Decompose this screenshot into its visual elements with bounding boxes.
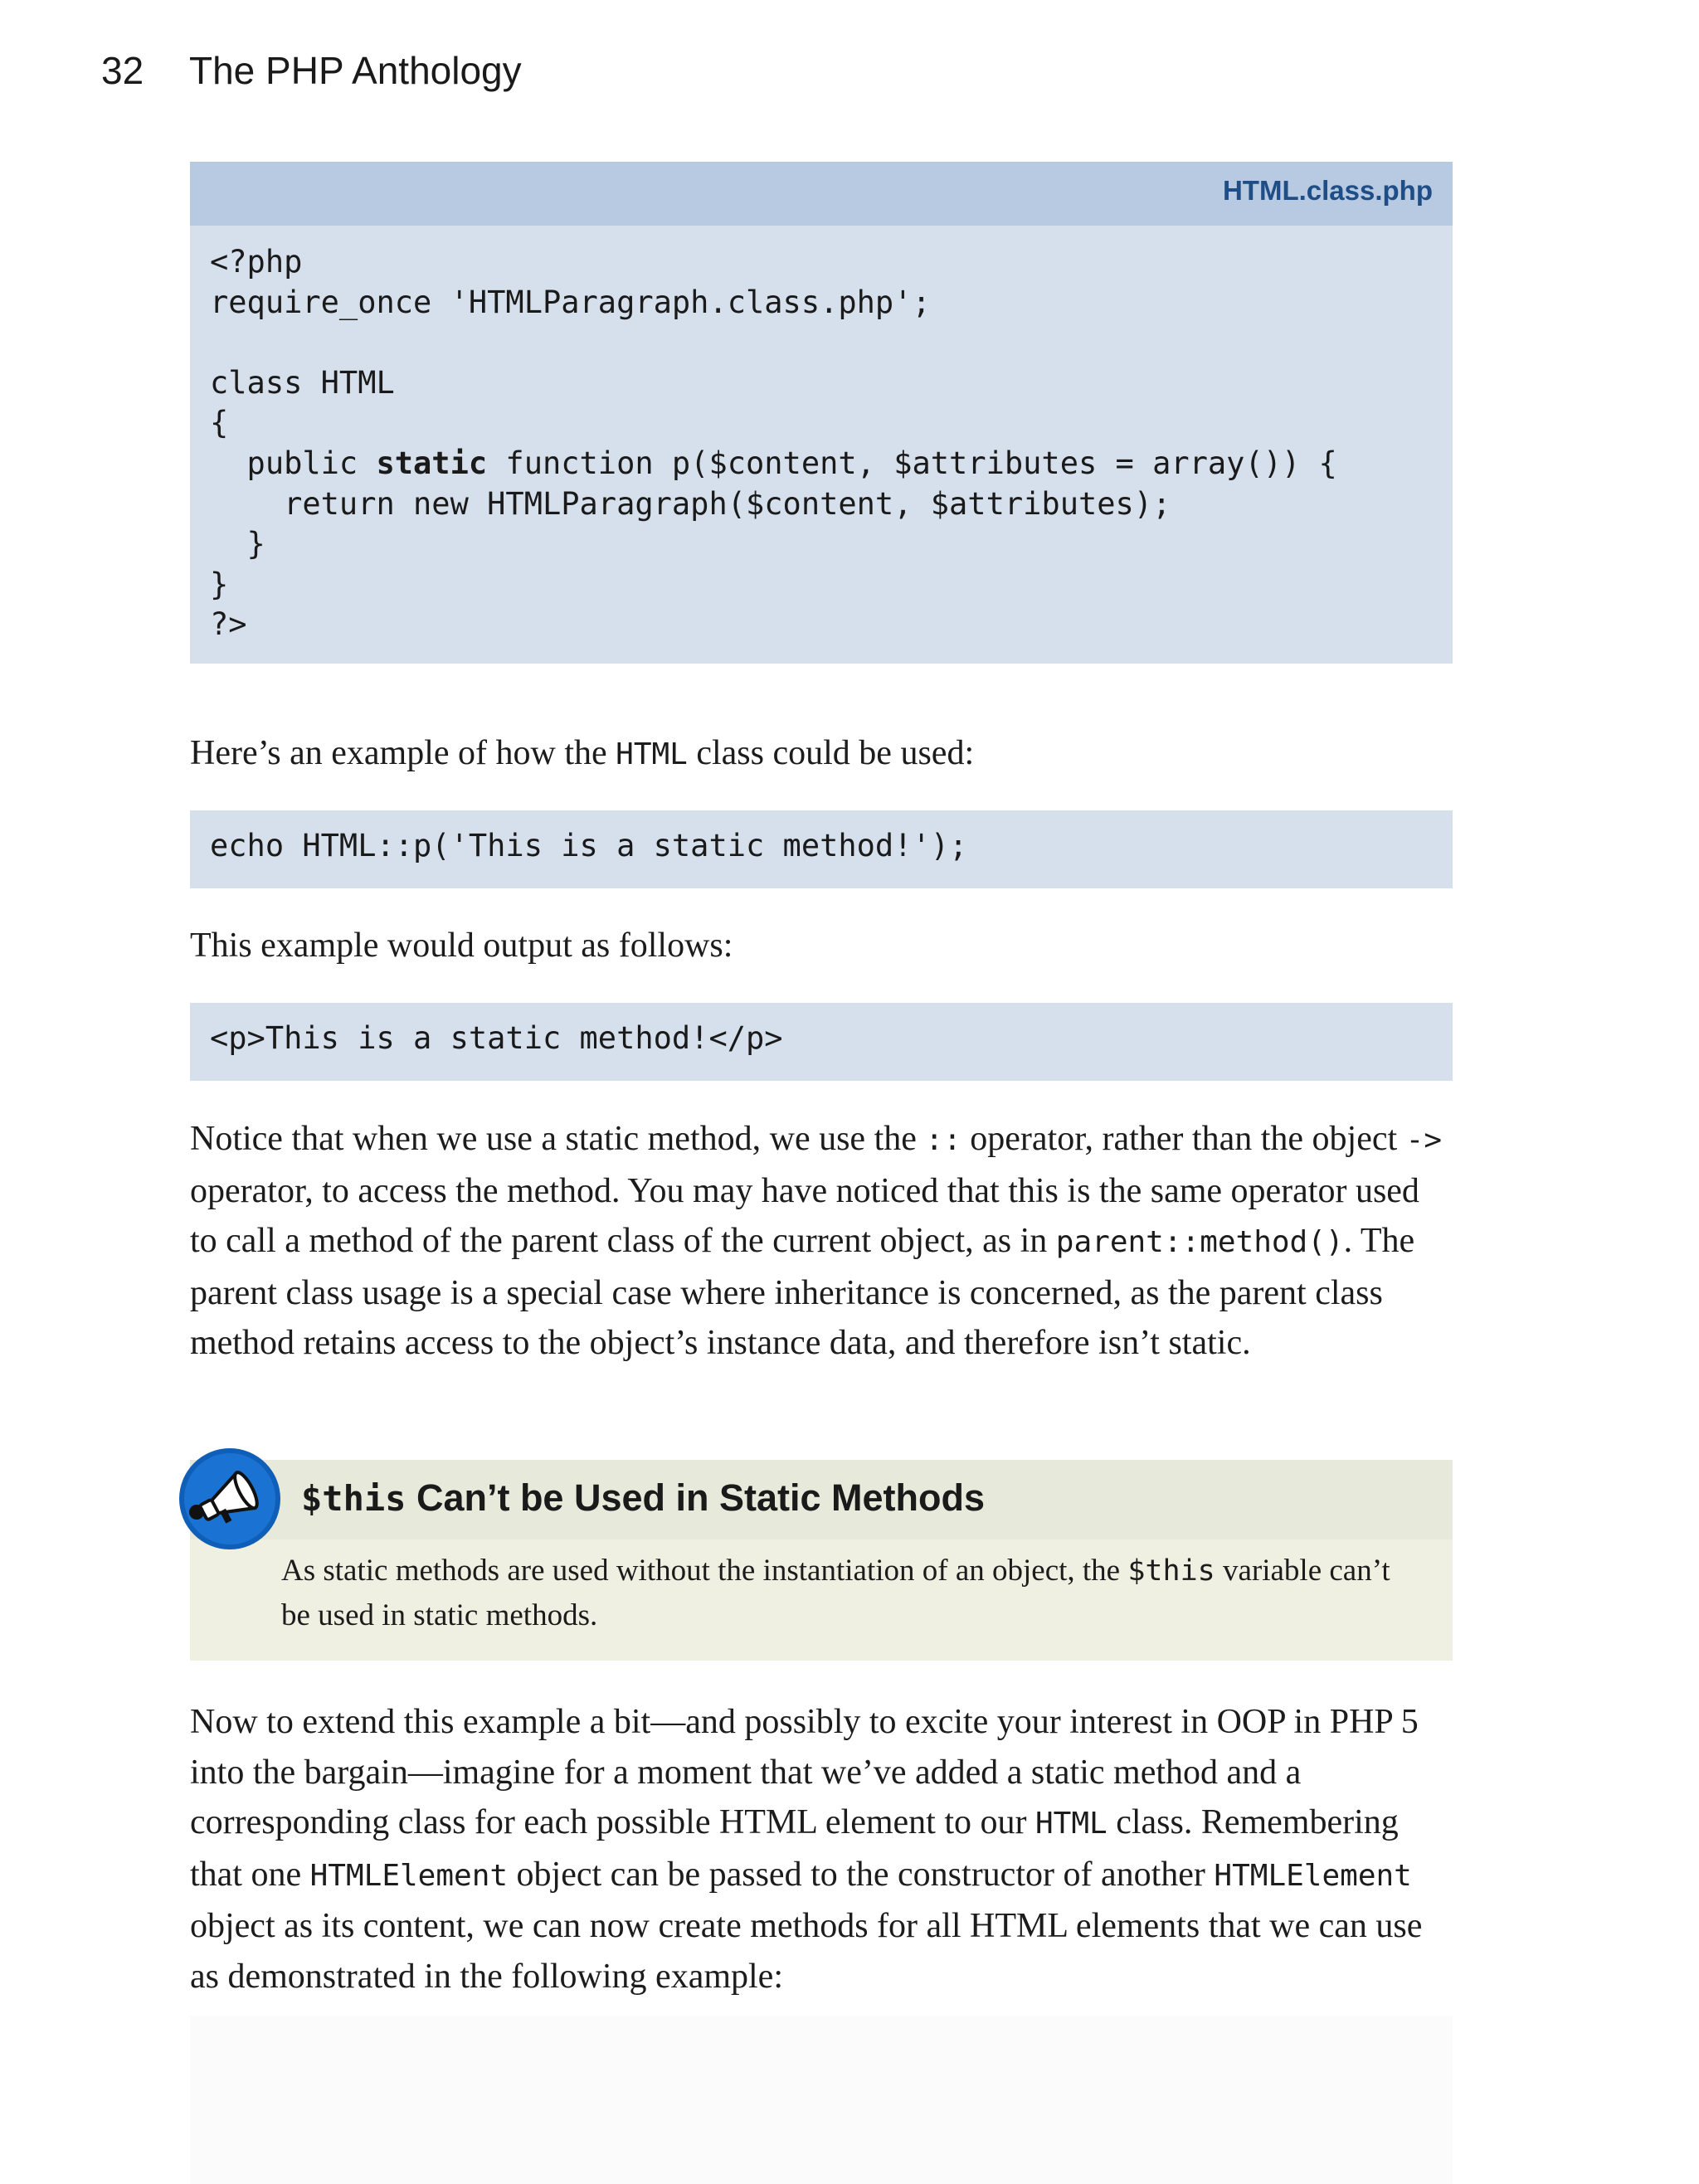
page-number: 32 [101,49,144,92]
code-line: } [210,566,229,602]
code-example-output [190,1003,1453,1081]
body-paragraph-intro [190,728,1453,781]
text-run: Here’s an example of how the [190,734,616,772]
text-run: class could be used: [687,734,975,772]
code-filename: HTML.class.php [1222,175,1433,206]
tip-title [301,1476,985,1520]
inline-code: :: [925,1123,961,1157]
next-code-block-start [190,2016,1453,2184]
text-run: Notice that when we use a static method, we use the [190,1120,926,1158]
body-paragraph-output-intro: This example would output as follows: [190,927,733,965]
body-paragraph-extension [190,1697,1453,2002]
text-run: class. Remembering that one [190,1803,1399,1894]
text-run: operator, rather than the object [961,1120,1406,1158]
inline-code: parent::method() [1055,1225,1344,1260]
page-header [101,48,522,93]
inline-code: HTML [616,737,688,771]
code-keyword-static: static [376,445,488,481]
text-run: variable can’t be used in static methods. [281,1554,1390,1632]
code-line: { [210,405,229,441]
code-example-usage-body: echo HTML::p('This is a static method!'); [210,828,968,863]
inline-code: $this [1127,1554,1215,1588]
text-run: . The parent class usage is a special case where inheritance is concerned, as the parent class method retains access to the object’s instance data, and therefore isn’t static. [190,1222,1415,1363]
code-line: class HTML [210,364,395,401]
text-run: object as its content, we can now create methods for all HTML elements that we can use as demonstrated in the following example: [190,1907,1423,1996]
code-listing-body [190,226,1453,645]
inline-code: HTMLElement [309,1858,509,1893]
inline-code: HTMLElement [1214,1858,1412,1893]
code-listing-titlebar [190,162,1453,226]
text-run: object can be passed to the constructor of another [508,1855,1215,1894]
book-title: The PHP Anthology [189,49,522,92]
text-run: operator, to access the method. You may have noticed that this is the same operator used to call a method of the parent class of the current object, as in [190,1171,1419,1261]
tip-box [190,1460,1453,1661]
megaphone-icon [178,1447,281,1550]
code-line: return new HTMLParagraph($content, $attributes); [210,485,1171,522]
body-paragraph-explanation [190,1114,1453,1369]
code-line: ?> [210,606,247,643]
tip-header [190,1460,1453,1540]
code-line: require_once 'HTMLParagraph.class.php'; [210,284,931,320]
tip-title-text: Can’t be Used in Static Methods [406,1476,986,1519]
inline-code: -> [1405,1123,1443,1157]
code-line [210,445,1337,481]
code-line: } [210,526,265,562]
code-fragment: public [210,445,377,481]
code-example-output-body: <p>This is a static method!</p> [210,1020,783,1056]
text-run: Now to extend this example a bit—and possibly to excite your interest in OOP in PHP 5 into the bargain—imagine for a moment that we’ve added a static method and a corresponding class for each possible HTML element to our [190,1703,1419,1842]
code-fragment: function p($content, $attributes = array()) { [487,445,1337,481]
code-listing [190,162,1453,664]
text-run: As static methods are used without the instantiation of an object, the [281,1554,1128,1588]
code-line: <?php [210,244,303,280]
tip-body [281,1549,1426,1638]
inline-code: HTML [1035,1807,1108,1841]
code-example-usage [190,810,1453,888]
tip-title-code: $this [301,1478,406,1519]
